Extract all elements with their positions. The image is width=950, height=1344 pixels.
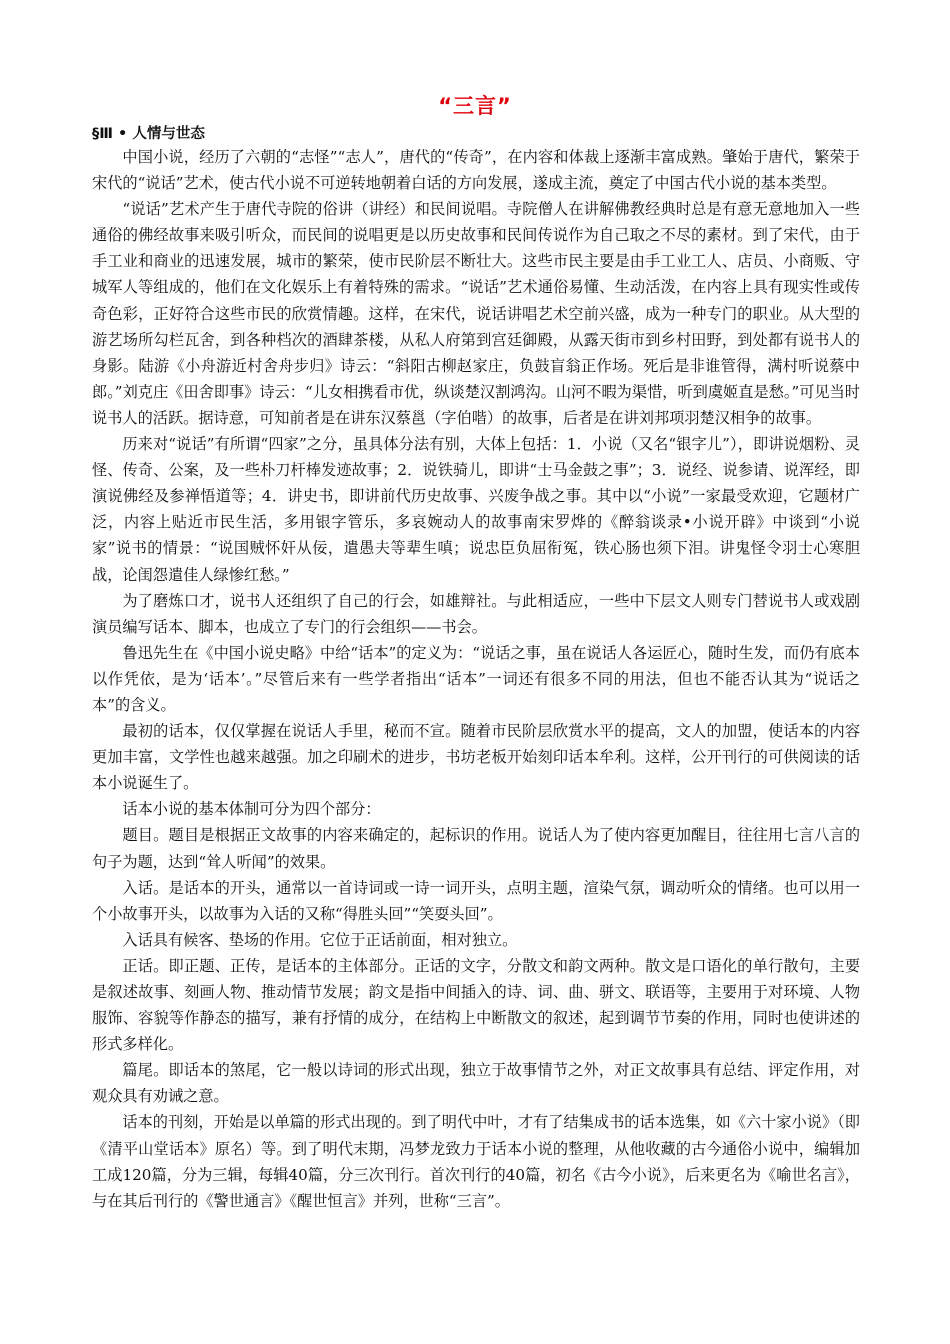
paragraph: 鲁迅先生在《中国小说史略》中给“话本”的定义为：“说话之事，虽在说话人各运匠心，随时生发，而仍有底本以作凭依，是为‘话本’。”尽管后来有一些学者指出“话本”一词还有很多不同的用法，但也不能否认其为“说话之本”的含义。 (92, 643, 860, 714)
paragraph: 题目。题目是根据正文故事的内容来确定的，起标识的作用。说话人为了使内容更加醒目，往往用七言八言的句子为题，达到“耸人听闻”的效果。 (92, 826, 860, 871)
document-title: “三言” (438, 94, 512, 118)
paragraph: 中国小说，经历了六朝的“志怪”“志人”，唐代的“传奇”，在内容和体裁上逐渐丰富成熟。肇始于唐代，繁荣于宋代的“说话”艺术，使古代小说不可逆转地朝着白话的方向发展，遂成主流，奠定了中国古代小说的基本类型。 (92, 148, 860, 193)
paragraph: 入话。是话本的开头，通常以一首诗词或一诗一词开头，点明主题，渲染气氛，调动听众的情绪。也可以用一个小故事开头，以故事为入话的又称“得胜头回”“笑耍头回”。 (92, 878, 860, 923)
paragraph: 最初的话本，仅仅掌握在说话人手里，秘而不宣。随着市民阶层欣赏水平的提高，文人的加盟，使话本的内容更加丰富，文学性也越来越强。加之印刷术的进步，书坊老板开始刻印话本牟利。这样，公开刊行的可供阅读的话本小说诞生了。 (92, 722, 860, 793)
paragraph: “说话”艺术产生于唐代寺院的俗讲（讲经）和民间说唱。寺院僧人在讲解佛教经典时总是有意无意地加入一些通俗的佛经故事来吸引听众，而民间的说唱更是以历史故事和民间传说作为自己取之不尽的素材。到了宋代，由于手工业和商业的迅速发展，城市的繁荣，使市民阶层不断壮大。这些市民主要是由手工业工人、店员、小商贩、守城军人等组成的，他们在文化娱乐上有着特殊的需求。“说话”艺术通俗易懂、生动活泼，在内容上具有现实性或传奇色彩，正好符合这些市民的欣赏情趣。这样，在宋代，说话讲唱艺术空前兴盛，成为一种专门的职业。从大型的游艺场所勾栏瓦舍，到各种档次的酒肆茶楼，从私人府第到宫廷御殿，从露天街市到乡村田野，到处都有说书人的身影。陆游《小舟游近村舍舟步归》诗云：“斜阳古柳赵家庄，负鼓盲翁正作场。死后是非谁管得，满村听说蔡中郎。”刘克庄《田舍即事》诗云：“儿女相携看市优，纵谈楚汉割鸿沟。山河不暇为渠惜，听到虞姬直是愁。”可见当时说书人的活跃。据诗意，可知前者是在讲东汉蔡邕（字伯喈）的故事，后者是在讲刘邦项羽楚汉相争的故事。 (92, 200, 860, 427)
paragraph: 正话。即正题、正传，是话本的主体部分。正话的文字，分散文和韵文两种。散文是口语化的单行散句，主要是叙述故事、刻画人物、推动情节发展；韵文是指中间插入的诗、词、曲、骈文、联语等，主要用于对环境、人物服饰、容貌等作静态的描写，兼有抒情的成分，在结构上中断散文的叙述，起到调节节奏的作用，同时也使讲述的形式多样化。 (92, 956, 860, 1054)
paragraph: 话本的刊刻，开始是以单篇的形式出现的。到了明代中叶，才有了结集成书的话本选集，如《六十家小说》（即《清平山堂话本》原名）等。到了明代末期，冯梦龙致力于话本小说的整理，从他收藏的古今通俗小说中，编辑加工成120篇，分为三辑，每辑40篇，分三次刊行。首次刊行的40篇，初名《古今小说》，后来更名为《喻世名言》，与在其后刊行的《警世通言》《醒世恒言》并列，世称“三言”。 (92, 1113, 860, 1210)
section-heading: §Ⅲ • 人情与世态 (92, 126, 205, 142)
paragraph: 篇尾。即话本的煞尾，它一般以诗词的形式出现，独立于故事情节之外，对正文故事具有总结、评定作用，对观众具有劝诫之意。 (92, 1061, 860, 1106)
paragraph: 为了磨炼口才，说书人还组织了自己的行会，如雄辩社。与此相适应，一些中下层文人则专门替说书人或戏剧演员编写话本、脚本，也成立了专门的行会组织——书会。 (92, 591, 860, 636)
paragraph: 历来对“说话”有所谓“四家”之分，虽具体分法有别，大体上包括：1．小说（又名“银字儿”），即讲说烟粉、灵怪、传奇、公案，及一些朴刀杆棒发迹故事；2．说铁骑儿，即讲“士马金鼓之事”；3．说经、说参请、说浑经，即演说佛经及参禅悟道等；4．讲史书，即讲前代历史故事、兴废争战之事。其中以“小说”一家最受欢迎，它题材广泛，内容上贴近市民生活，多用银字管乐，多哀婉动人的故事南宋罗烨的《醉翁谈录•小说开辟》中谈到“小说家”说书的情景：“说国贼怀奸从佞，遣愚夫等辈生嗔；说忠臣负屈衔冤，铁心肠也须下泪。讲鬼怪令羽士心寒胆战，论闺怨遣佳人绿惨红愁。” (92, 435, 860, 584)
paragraph: 入话具有候客、垫场的作用。它位于正话前面，相对独立。 (122, 930, 518, 949)
document-body (92, 144, 860, 1214)
paragraph: 话本小说的基本体制可分为四个部分： (122, 800, 381, 819)
